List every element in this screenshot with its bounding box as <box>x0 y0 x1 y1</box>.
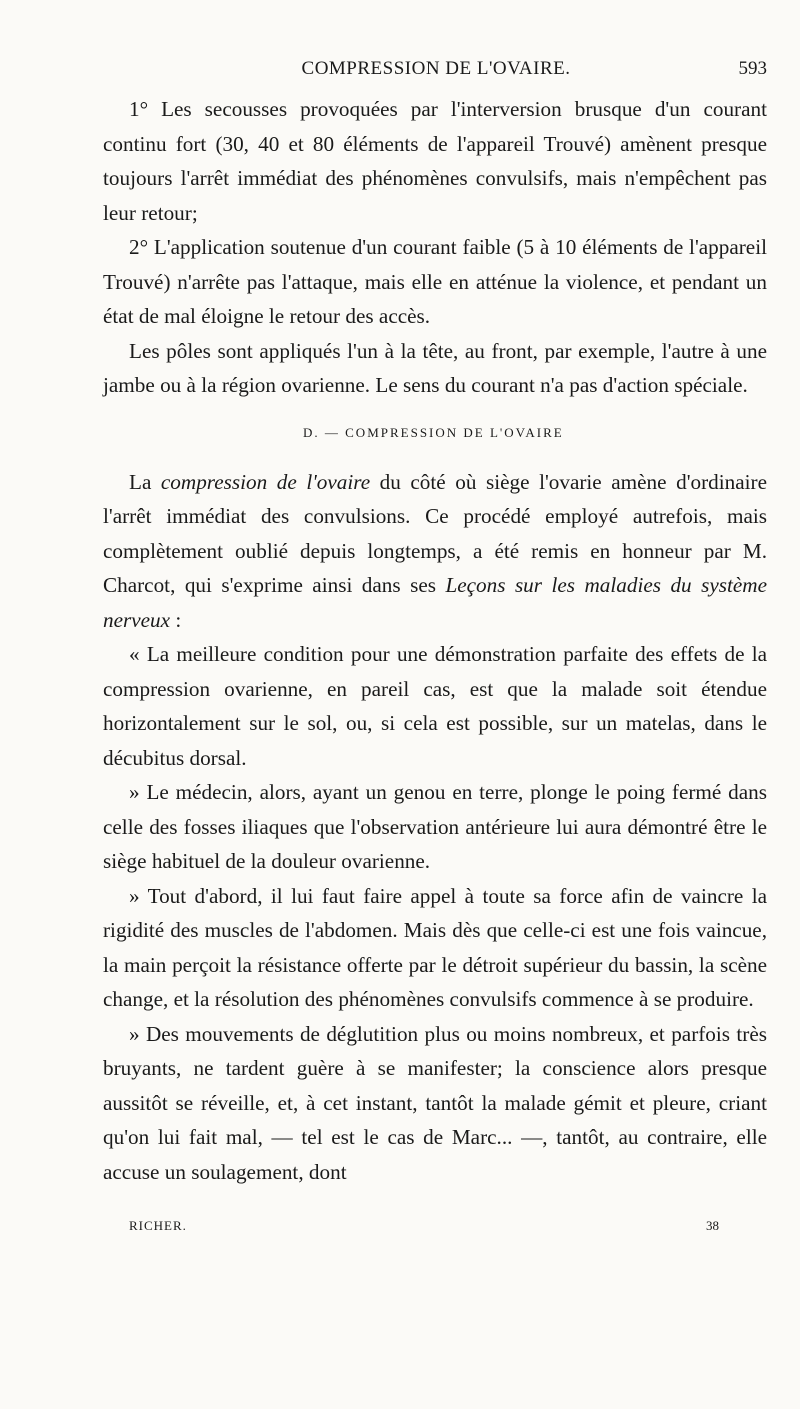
paragraph-4-italic-b: Leçons sur les maladies du système nerveux <box>103 573 767 632</box>
page-footer <box>129 1218 719 1238</box>
paragraph-7: » Tout d'abord, il lui faut faire appel à toute sa force afin de vaincre la rigidité des muscles de l'abdomen. Mais dès que celle-ci est une fois vaincue, la main perçoit la résistance offerte par le détroit supérieur du bassin, la scène change, et la résolution des phénomènes convulsifs commence à se produire. <box>103 883 767 1011</box>
paragraph-1: 1° Les secousses provoquées par l'interversion brusque d'un courant continu fort (30, 40 et 80 éléments de l'appareil Trouvé) amènent presque toujours l'arrêt immédiat des phénomènes convulsifs, mais n'empêchent pas leur retour; <box>103 97 767 225</box>
printer-signature: RICHER. <box>129 1218 187 1233</box>
paragraph-8: » Des mouvements de déglutition plus ou moins nombreux, et parfois très bruyants, ne tardent guère à se manifester; la conscience alors presque aussitôt se réveille, et, à cet instant, tantôt la malade gémit et pleure, criant qu'on lui fait mal, — tel est le cas de Marc... —, tantôt, au contraire, elle accuse un soulagement, dont <box>103 1021 767 1184</box>
paragraph-4-text-c: : <box>170 607 182 632</box>
running-title: COMPRESSION DE L'OVAIRE. <box>301 58 571 79</box>
page-number: 593 <box>738 58 767 79</box>
section-heading: D. — COMPRESSION DE L'OVAIRE <box>303 424 564 440</box>
paragraph-2: 2° L'application soutenue d'un courant faible (5 à 10 éléments de l'appareil Trouvé) n'arrête pas l'attaque, mais elle en atténue la violence, et pendant un état de mal éloigne le retour des accès. <box>103 235 767 328</box>
paragraph-3: Les pôles sont appliqués l'un à la tête, au front, par exemple, l'autre à une jambe ou à la région ovarienne. Le sens du courant n'a pas d'action spéciale. <box>103 338 767 397</box>
paragraph-5: « La meilleure condition pour une démonstration parfaite des effets de la compression ovarienne, en pareil cas, est que la malade soit étendue horizontalement sur le sol, ou, si cela est possible, sur un matelas, dans le décubitus dorsal. <box>103 642 767 770</box>
paragraph-4-italic-a: compression de l'ovaire <box>160 469 371 494</box>
running-head <box>105 58 767 88</box>
body-text <box>103 92 767 1189</box>
paragraph-6: » Le médecin, alors, ayant un genou en terre, plonge le poing fermé dans celle des fosses iliaques que l'observation antérieure lui aura démontré être le siège habituel de la douleur ovarienne. <box>103 780 767 873</box>
paragraph-4-text-b: du côté où siège l'ovarie amène d'ordinaire l'arrêt immédiat des convulsions. Ce procédé employé autrefois, mais complètement oublié depuis longtemps, a été remis en honneur par M. Charcot, qui s'exprime ainsi dans ses <box>103 469 767 597</box>
paragraph-4 <box>103 465 767 638</box>
paragraph-4-text-a: La <box>129 469 161 494</box>
signature-number: 38 <box>706 1218 719 1233</box>
